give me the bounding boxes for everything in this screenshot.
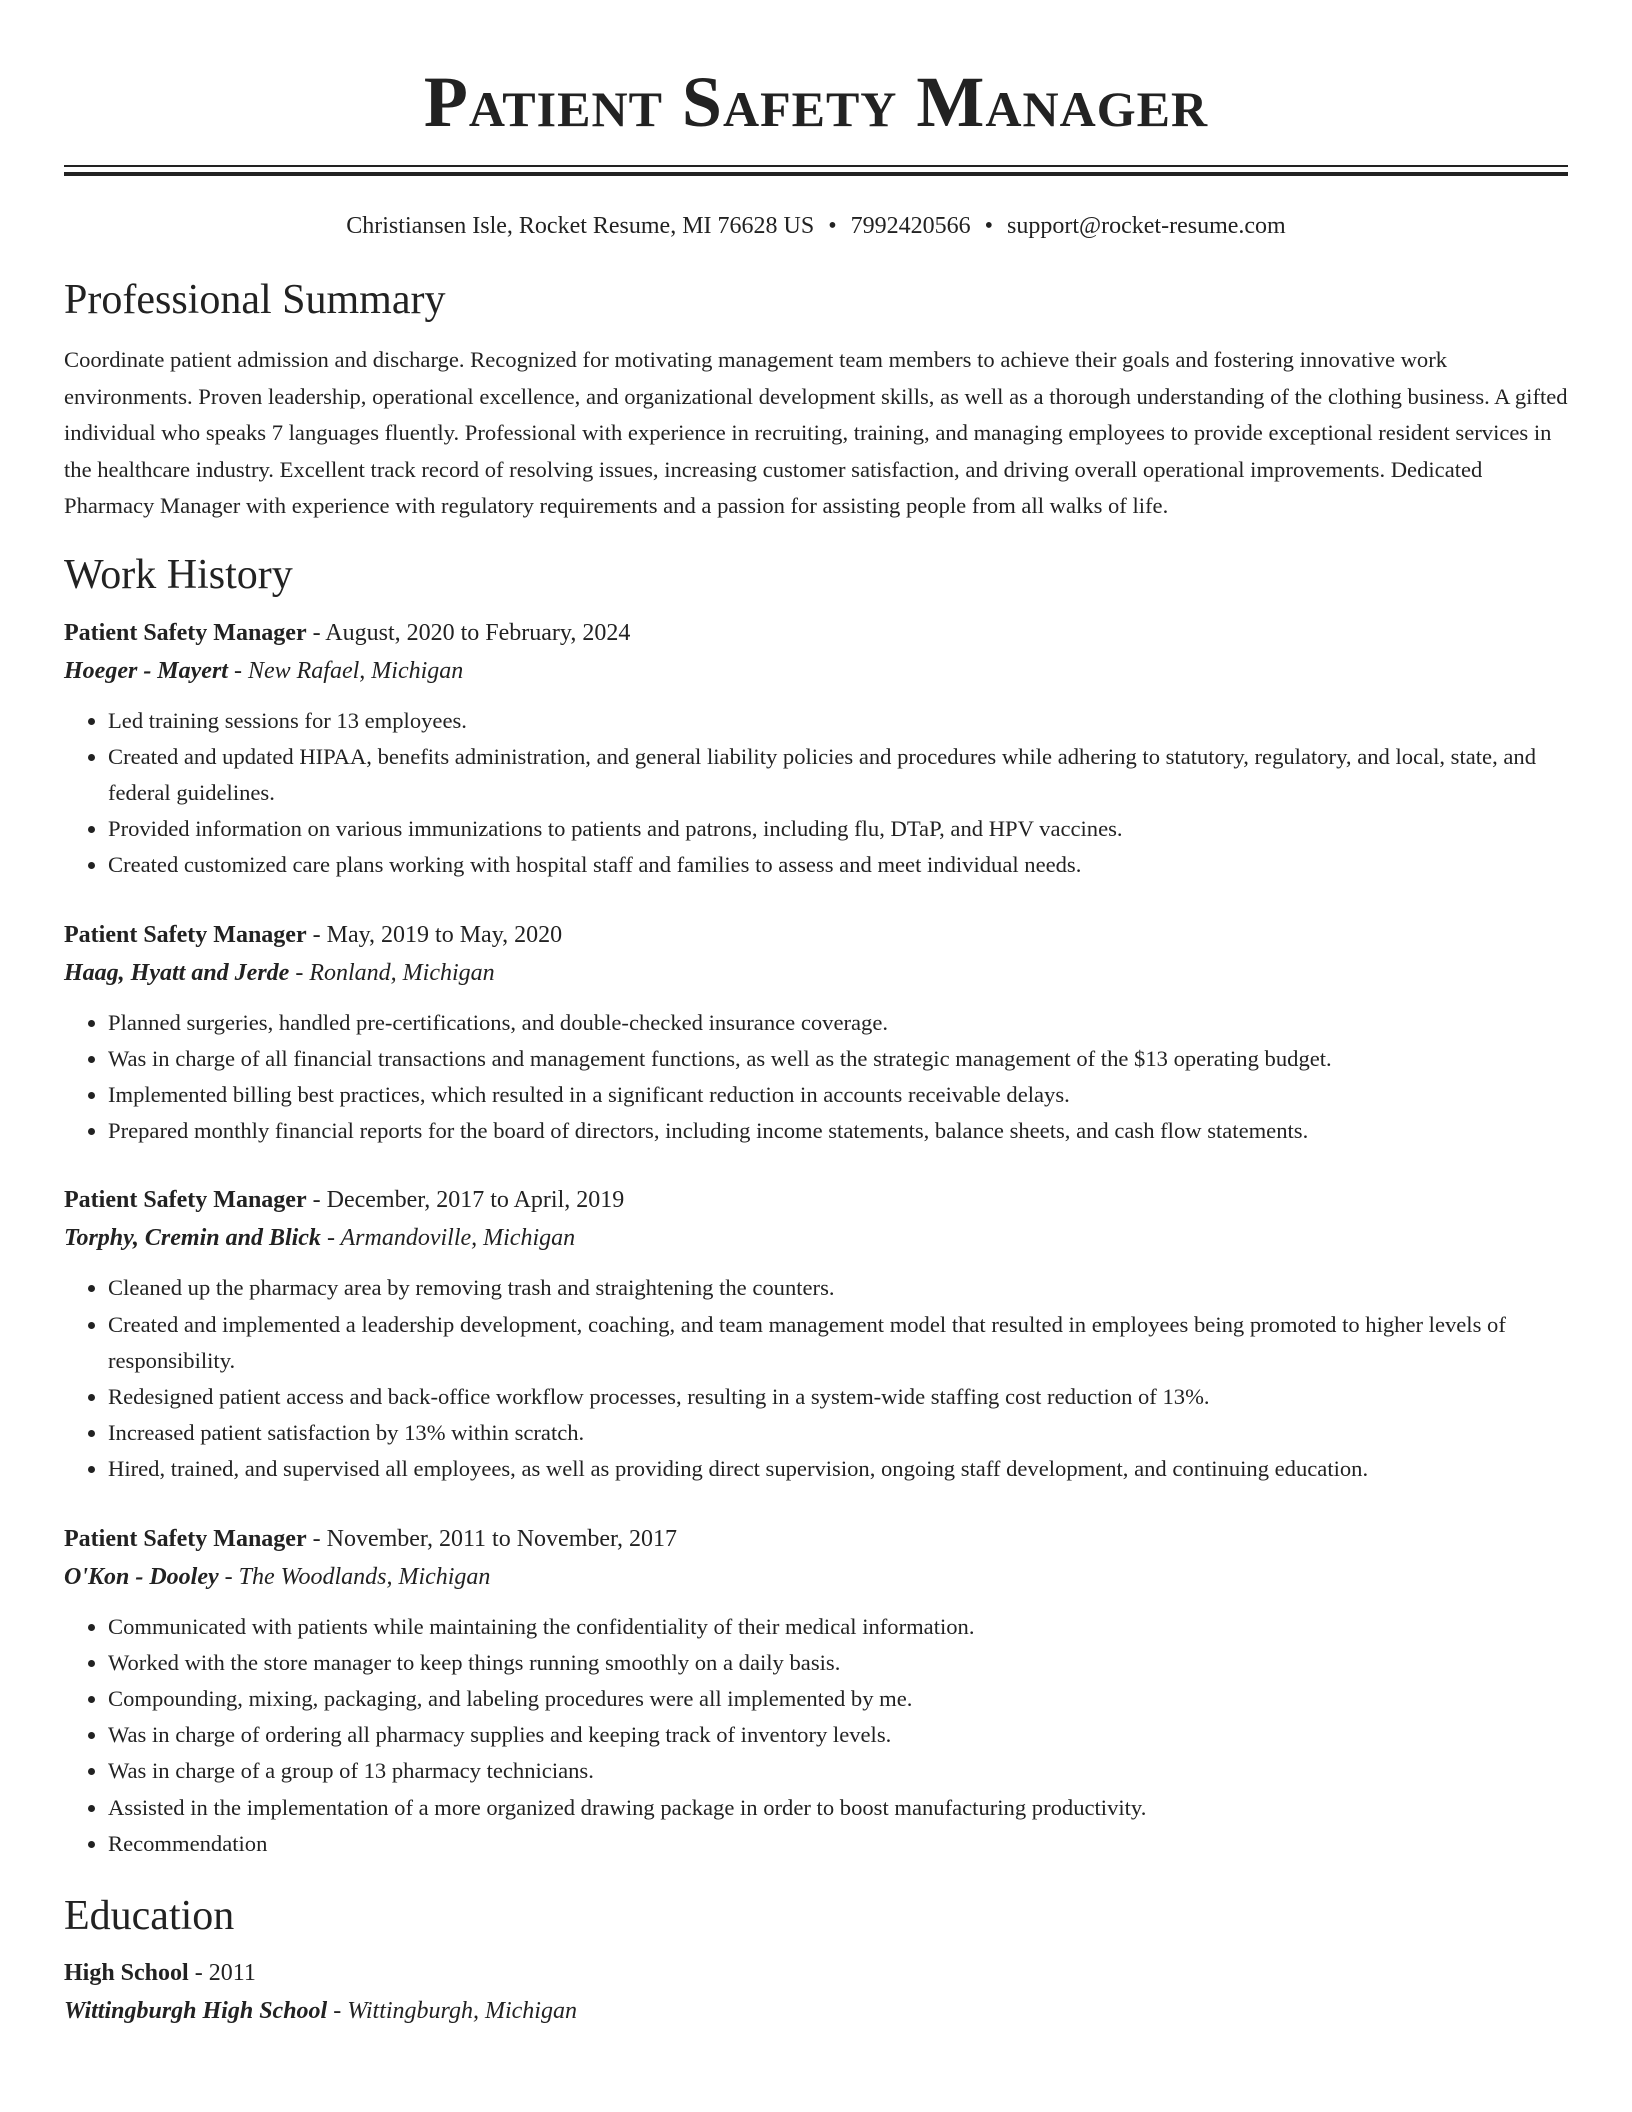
contact-separator: • <box>828 213 837 239</box>
job-company: Torphy, Cremin and Blick <box>64 1225 321 1252</box>
job-entry <box>64 614 1568 884</box>
job-company-line: Haag, Hyatt and Jerde - Ronland, Michigan <box>64 959 495 986</box>
job-bullets <box>64 1609 1568 1862</box>
job-dates: May, 2019 to May, 2020 <box>326 921 563 948</box>
job-bullet: • Created and implemented a leadership development, coaching, and team management model that resulted in employees being promoted to higher levels of responsibility. <box>108 1307 1568 1379</box>
work-history-list <box>64 614 1568 1862</box>
job-title-line: Patient Safety Manager - December, 2017 to April, 2019 <box>64 1187 625 1214</box>
job-bullet: • Recommendation <box>108 1826 1568 1862</box>
resume-title: Patient Safety Manager <box>423 62 1209 142</box>
job-title: Patient Safety Manager <box>64 619 307 646</box>
job-dates: August, 2020 to February, 2024 <box>325 619 631 646</box>
job-dates: December, 2017 to April, 2019 <box>326 1187 625 1214</box>
job-dates: November, 2011 to November, 2017 <box>326 1525 678 1552</box>
contact-email: support@rocket-resume.com <box>1007 213 1286 239</box>
job-bullets <box>64 1270 1568 1487</box>
job-bullet: • Worked with the store manager to keep things running smoothly on a daily basis. <box>108 1645 1568 1681</box>
education-degree-line: High School - 2011 <box>64 1959 256 1986</box>
job-company: Hoeger - Mayert <box>64 657 228 684</box>
contact-phone: 7992420566 <box>850 213 971 239</box>
work-history-heading: Work History <box>64 551 293 598</box>
job-company: O'Kon - Dooley <box>64 1563 219 1590</box>
job-bullet: • Hired, trained, and supervised all employees, as well as providing direct supervision, ongoing staff development, and continuing education. <box>108 1451 1568 1487</box>
job-bullet: • Was in charge of a group of 13 pharmacy technicians. <box>108 1753 1568 1789</box>
job-entry <box>64 916 1568 1150</box>
education-school-line: Wittingburgh High School - Wittingburgh, Michigan <box>64 1997 577 2024</box>
job-bullet: • Communicated with patients while maintaining the confidentiality of their medical information. <box>108 1609 1568 1645</box>
job-bullet: • Was in charge of ordering all pharmacy supplies and keeping track of inventory levels. <box>108 1717 1568 1753</box>
job-bullet: • Created and updated HIPAA, benefits administration, and general liability policies and procedures while adhering to statutory, regulatory, and local, state, and federal guidelines. <box>108 739 1568 811</box>
job-entry <box>64 1181 1568 1487</box>
job-bullet: • Assisted in the implementation of a more organized drawing package in order to boost manufacturing productivity. <box>108 1790 1568 1826</box>
education-location: Wittingburgh, Michigan <box>347 1997 577 2024</box>
job-title-line: Patient Safety Manager - November, 2011 to November, 2017 <box>64 1525 678 1552</box>
job-location: New Rafael, Michigan <box>247 657 464 684</box>
job-bullet: • Led training sessions for 13 employees. <box>108 703 1568 739</box>
job-location: The Woodlands, Michigan <box>238 1563 491 1590</box>
resume-page <box>64 0 1568 2030</box>
job-title: Patient Safety Manager <box>64 921 307 948</box>
job-bullets <box>64 703 1568 884</box>
job-bullet: • Implemented billing best practices, which resulted in a significant reduction in accounts receivable delays. <box>108 1077 1568 1113</box>
job-entry <box>64 1520 1568 1862</box>
education-degree: High School <box>64 1959 189 1986</box>
education-school: Wittingburgh High School <box>64 1997 328 2024</box>
job-company-line: Hoeger - Mayert - New Rafael, Michigan <box>64 657 464 684</box>
job-bullet: • Prepared monthly financial reports for the board of directors, including income statements, balance sheets, and cash flow statements. <box>108 1113 1568 1149</box>
education-list <box>64 1954 1568 2030</box>
education-heading: Education <box>64 1892 235 1939</box>
job-bullets <box>64 1005 1568 1150</box>
job-title-line: Patient Safety Manager - May, 2019 to May, 2020 <box>64 921 563 948</box>
job-bullet: • Compounding, mixing, packaging, and labeling procedures were all implemented by me. <box>108 1681 1568 1717</box>
job-title: Patient Safety Manager <box>64 1525 307 1552</box>
job-bullet: • Redesigned patient access and back-office workflow processes, resulting in a system-wide staffing cost reduction of 13%. <box>108 1379 1568 1415</box>
job-company: Haag, Hyatt and Jerde <box>64 959 290 986</box>
education-year: 2011 <box>208 1959 256 1986</box>
job-bullet: • Was in charge of all financial transactions and management functions, as well as the strategic management of the $13 operating budget. <box>108 1041 1568 1077</box>
job-bullet: • Increased patient satisfaction by 13% within scratch. <box>108 1415 1568 1451</box>
contact-separator: • <box>984 213 994 239</box>
job-title-line: Patient Safety Manager - August, 2020 to February, 2024 <box>64 619 631 646</box>
job-company-line: Torphy, Cremin and Blick - Armandoville, Michigan <box>64 1225 576 1252</box>
job-title: Patient Safety Manager <box>64 1187 307 1214</box>
title-divider <box>64 165 1568 176</box>
job-bullet: • Provided information on various immunizations to patients and patrons, including flu, DTaP, and HPV vaccines. <box>108 811 1568 847</box>
job-company-line: O'Kon - Dooley - The Woodlands, Michigan <box>64 1563 491 1590</box>
job-bullet: • Cleaned up the pharmacy area by removing trash and straightening the counters. <box>108 1270 1568 1306</box>
contact-address: Christiansen Isle, Rocket Resume, MI 76628 US <box>346 213 815 239</box>
job-bullet: • Planned surgeries, handled pre-certifications, and double-checked insurance coverage. <box>108 1005 1568 1041</box>
education-entry <box>64 1954 1568 2030</box>
job-location: Armandoville, Michigan <box>340 1225 576 1252</box>
job-bullet: • Created customized care plans working with hospital staff and families to assess and meet individual needs. <box>108 847 1568 883</box>
summary-heading: Professional Summary <box>64 277 446 323</box>
job-location: Ronland, Michigan <box>309 959 495 986</box>
contact-line <box>64 210 1568 242</box>
summary-text: Coordinate patient admission and discharge. Recognized for motivating management team members to achieve their goals and fostering innovative work environments. Proven leadership, operational excellence, and organizational development skills, as well as a thorough understanding of the clothing business. A gifted individual who speaks 7 languages fluently. Professional with experience in recruiting, training, and managing employees to provide exceptional resident services in the healthcare industry. Excellent track record of resolving issues, increasing customer satisfaction, and driving overall operational improvements. Dedicated Pharmacy Manager with experience with regulatory requirements and a passion for assisting people from all walks of life. <box>64 347 1568 518</box>
